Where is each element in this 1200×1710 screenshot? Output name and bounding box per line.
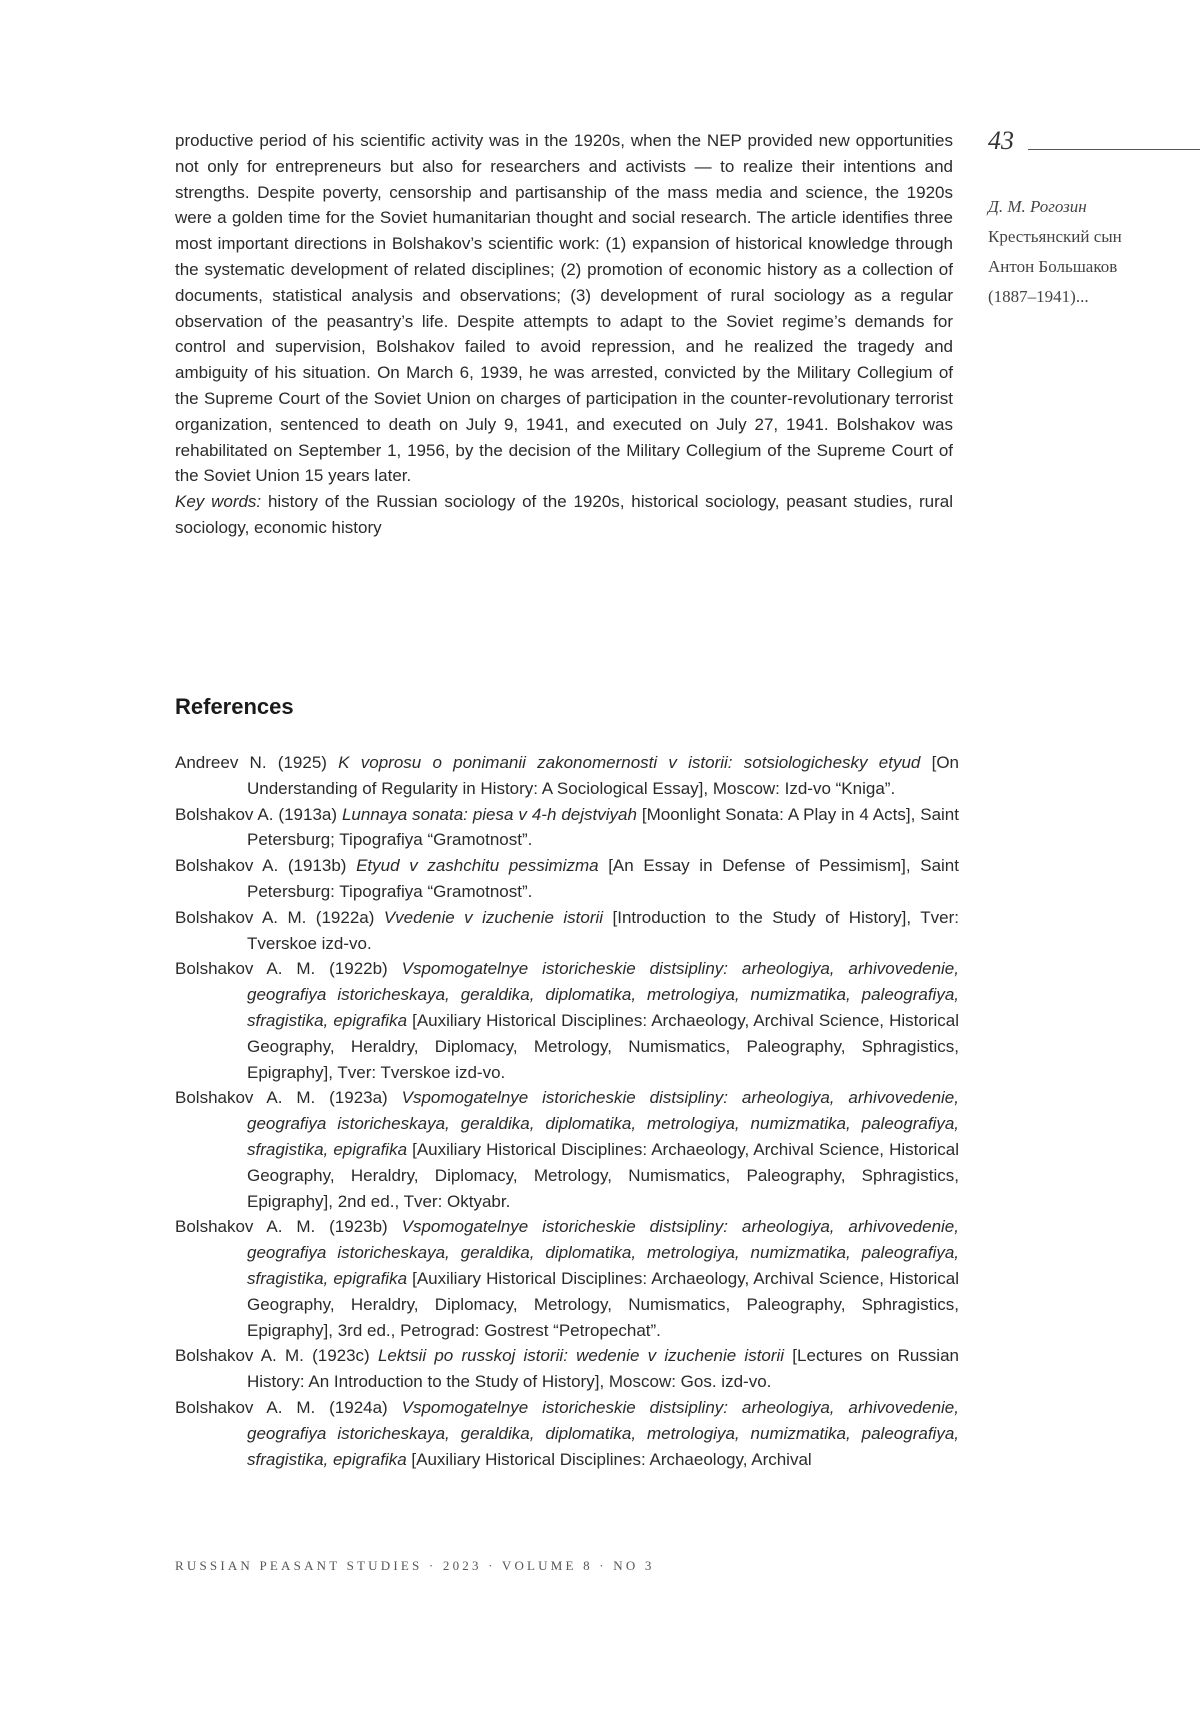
ref-author: Bolshakov A. M. (1923c) [175,1346,378,1366]
ref-details: [Auxiliary Historical Disciplines: Archaeology, Archival Science, Historical Geography, Heraldry, Diplomacy, Metrology, Numismatics, Paleography, Sphragistics, Epigraphy], Tver: Tverskoe izd-vo. [247,1010,959,1082]
ref-author: Andreev N. (1925) [175,753,339,772]
reference-item [175,1395,959,1472]
journal-footer: RUSSIAN PEASANT STUDIES · 2023 · VOLUME 8 · NO 3 [175,1558,655,1573]
ref-title: Vspomogatelnye istoricheskie distsipliny: arheologiya, arhivovedenie, geografiya istoricheskaya, geraldika, diplomatika, metrologiya, numizmatika, paleografiya, sfragistika, epigrafika [247,1397,959,1469]
reference-item [175,750,959,802]
ref-author: Bolshakov A. (1913a) [175,804,342,824]
running-title-line: Крестьянский сын [988,227,1122,246]
running-title-line: Антон Большаков [988,257,1118,276]
ref-details: [Auxiliary Historical Disciplines: Archaeology, Archival Science, Historical Geography, Heraldry, Diplomacy, Metrology, Numismatics, Paleography, Sphragistics, Epigraphy], 3rd ed., Petrograd: Gostrest “Petropechat”. [247,1268,959,1340]
ref-title: Vspomogatelnye istoricheskie distsipliny: arheologiya, arhivovedenie, geografiya istoricheskaya, geraldika, diplomatika, metrologiya, numizmatika, paleografiya, sfragistika, epigrafika [247,1217,959,1288]
ref-author: Bolshakov A. M. (1923a) [175,1088,402,1108]
abstract-paragraph: productive period of his scientific activity was in the 1920s, when the NEP provided new opportunities not only for entrepreneurs but also for researchers and activists — to realize their intentions and strengths. Despite poverty, censorship and partisanship of the mass media and science, the 1920s were a golden time for the Soviet humanitarian thought and social research. The article identifies three most important directions in Bolshakov’s scientific work: (1) expansion of historical knowledge through the systematic development of related disciplines; (2) promotion of economic history as a collection of documents, statistical analysis and observations; (3) development of rural sociology as a regular observation of the peasantry’s life. Despite attempts to adapt to the Soviet regime’s demands for control and supervision, Bolshakov failed to avoid repression, and he realized the tragedy and ambiguity of his situation. On March 6, 1939, he was arrested, convicted by the Military Collegium of the Supreme Court of the Soviet Union on charges of participation in the counter-revolutionary terrorist organization, sentenced to death on July 9, 1941, and executed on July 27, 1941. Bolshakov was rehabilitated on September 1, 1956, by the decision of the Military Collegium of the Supreme Court of the Soviet Union 15 years later. [175,131,953,486]
ref-details: [An Essay in Defense of Pessimism], Saint Petersburg: Tipografiya “Gramotnost”. [247,856,959,901]
reference-item [175,802,959,854]
keywords-label: Key words: [175,492,262,512]
ref-details: [Moonlight Sonata: A Play in 4 Acts], Saint Petersburg; Tipografiya “Gramotnost”. [247,804,959,850]
ref-details: [Auxiliary Historical Disciplines: Archaeology, Archival Science, Historical Geography, Heraldry, Diplomacy, Metrology, Numismatics, Paleography, Sphragistics, Epigraphy], 2nd ed., Tver: Oktyabr. [247,1139,959,1211]
ref-title: Lunnaya sonata: piesa v 4-h dejstviyah [341,804,637,824]
ref-details: [On Understanding of Regularity in History: A Sociological Essay], Moscow: Izd-vo “Kniga”. [247,753,959,798]
keywords-list: history of the Russian sociology of the 1920s, historical sociology, peasant studies, rural sociology, economic history [175,492,953,537]
abstract-section [175,128,953,541]
ref-author: Bolshakov A. M. (1922a) [175,907,384,927]
keywords [175,489,953,541]
ref-title: K voprosu o ponimanii zakonomernosti v istorii: sotsiologichesky etyud [338,753,921,772]
running-author: Д. М. Рогозин [988,197,1087,216]
reference-item [175,1085,959,1214]
ref-title: Etyud v zashchitu pessimizma [356,856,599,876]
ref-details: [Introduction to the Study of History], Tver: Tverskoe izd-vo. [247,907,959,953]
reference-item [175,956,959,1085]
references-heading: References [175,694,294,719]
running-title [988,192,1200,312]
ref-title: Vspomogatelnye istoricheskie distsipliny: arheologiya, arhivovedenie, geografiya istoricheskaya, geraldika, diplomatika, metrologiya, numizmatika, paleografiya, sfragistika, epigrafika [247,1088,959,1159]
references-list [175,750,959,1472]
ref-details: [Lectures on Russian History: An Introduction to the Study of History], Moscow: Gos. izd-vo. [247,1346,959,1392]
header-rule [1028,149,1200,150]
running-header-sidebar [988,128,1200,312]
ref-title: Vspomogatelnye istoricheskie distsipliny: arheologiya, arhivovedenie, geografiya istoricheskaya, geraldika, diplomatika, metrologiya, numizmatika, paleografiya, sfragistika, epigrafika [247,959,959,1030]
page-number-row [988,128,1200,154]
ref-author: Bolshakov A. M. (1924a) [175,1397,402,1417]
ref-title: Lektsii po russkoj istorii: wedenie v izuchenie istorii [377,1346,785,1366]
running-title-line: (1887–1941)... [988,287,1089,306]
ref-title: Vvedenie v izuchenie istorii [383,907,604,927]
ref-author: Bolshakov A. M. (1923b) [175,1217,402,1237]
ref-author: Bolshakov A. M. (1922b) [175,959,402,979]
page-number: 43 [988,126,1014,155]
reference-item [175,905,959,957]
ref-details: [Auxiliary Historical Disciplines: Archaeology, Archival [406,1449,812,1469]
reference-item [175,1214,959,1343]
reference-item [175,1343,959,1395]
reference-item [175,853,959,905]
ref-author: Bolshakov A. (1913b) [175,856,357,876]
